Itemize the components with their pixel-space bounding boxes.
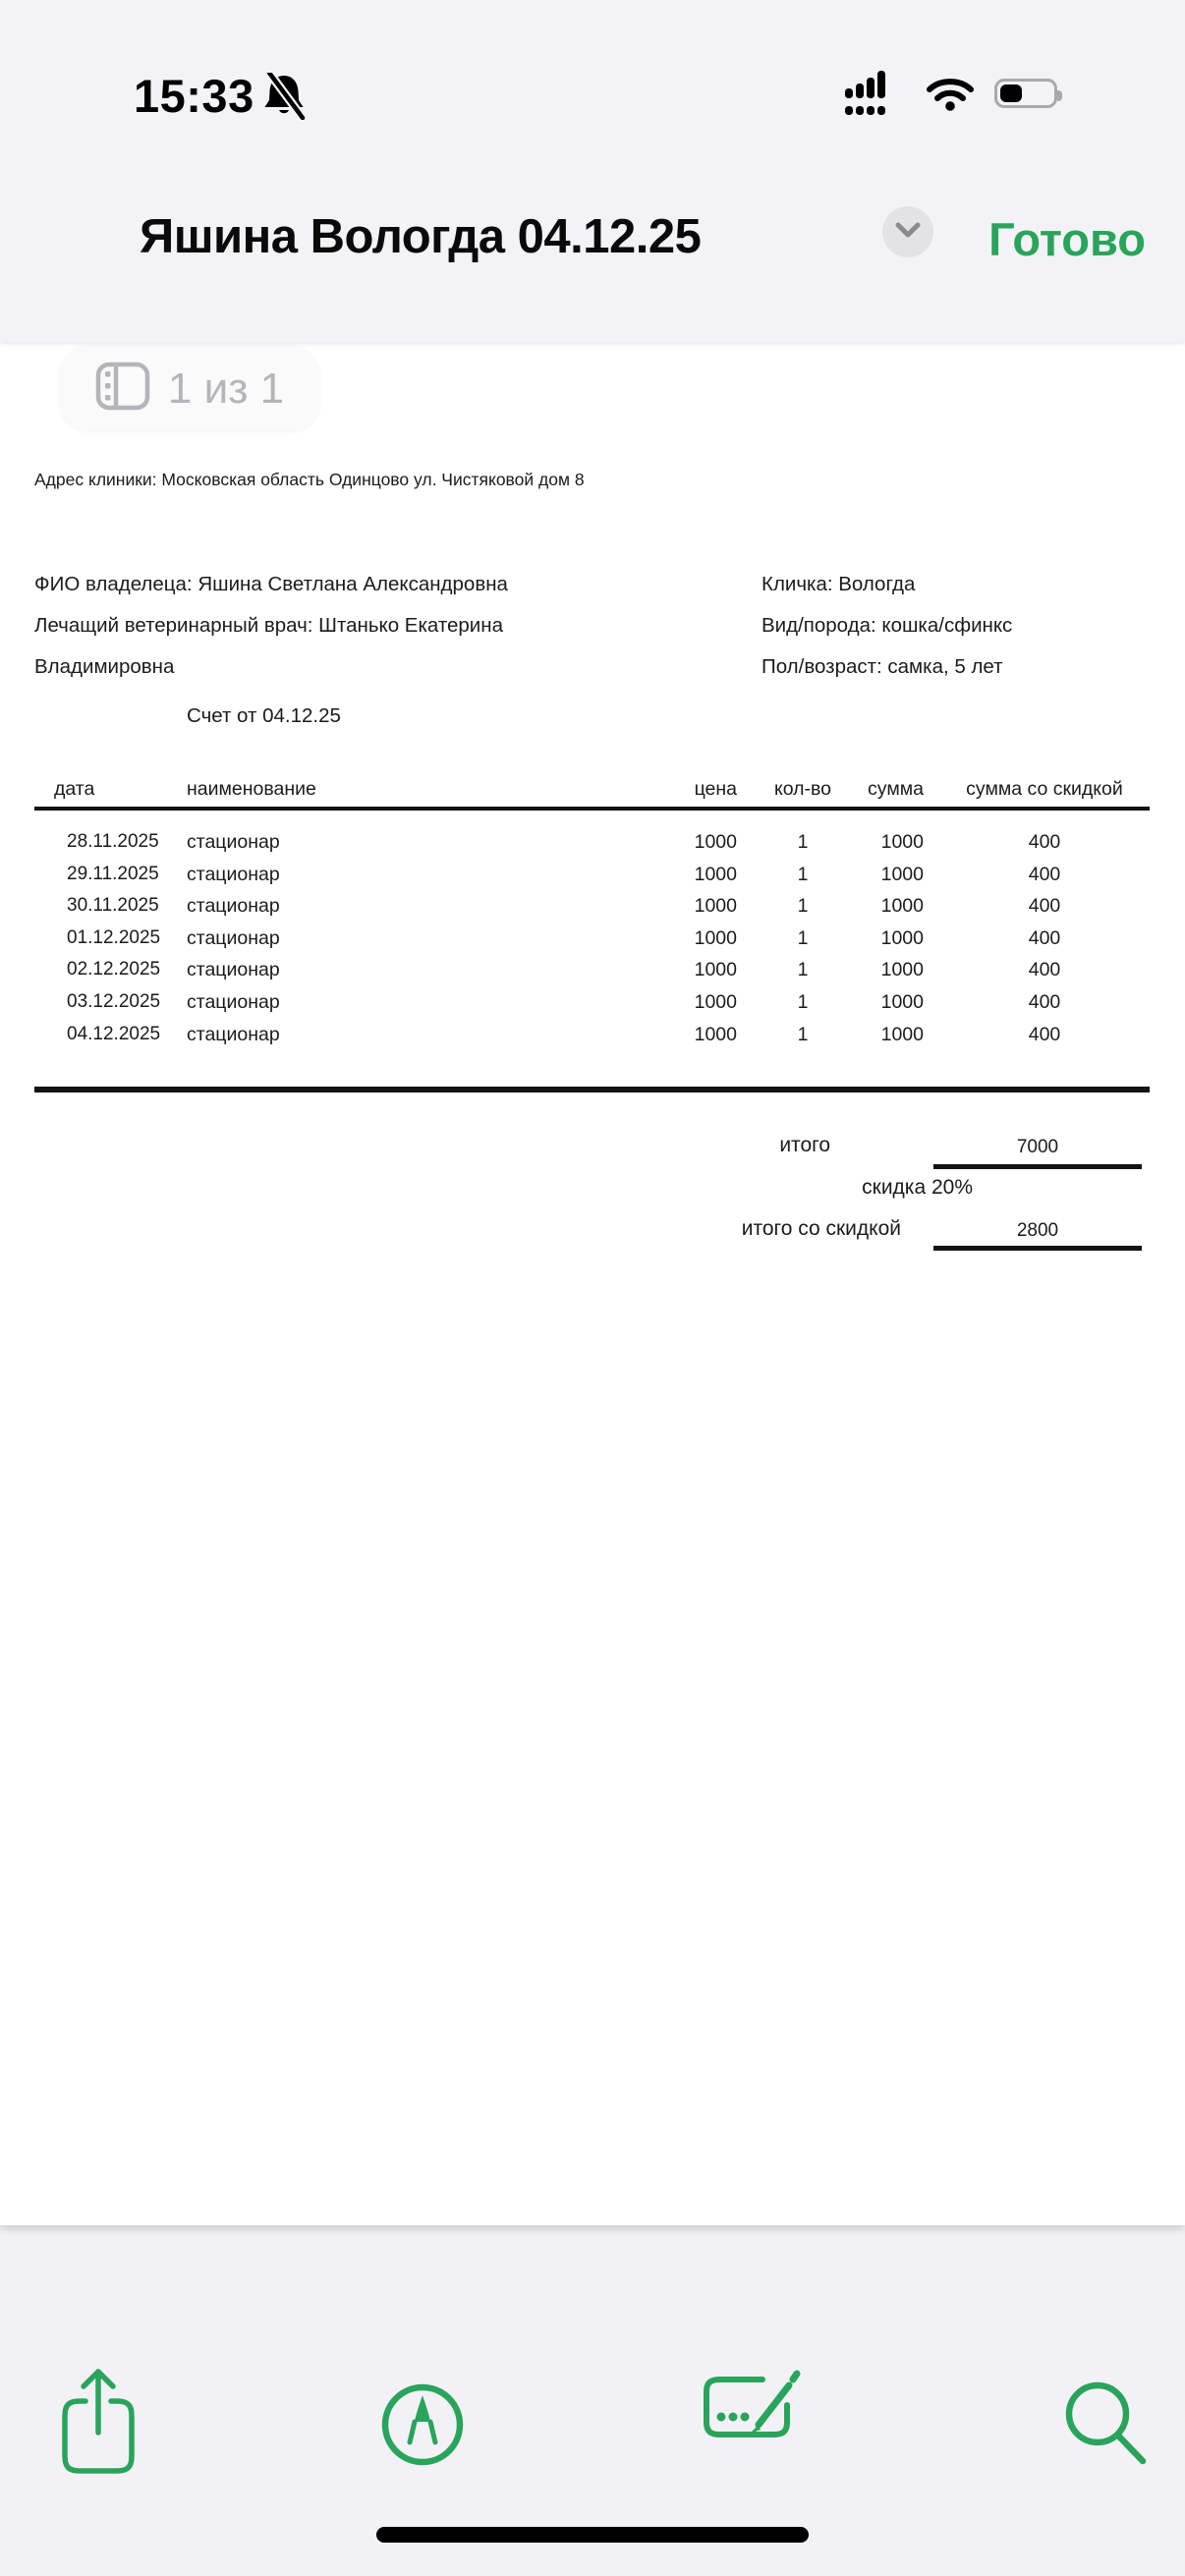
cell-sum: 1000 [880,926,924,949]
document-title: Яшина Вологда 04.12.25 [140,210,702,263]
battery-fill [1000,84,1022,102]
thumbnails-sidebar-icon [95,359,150,419]
cell-date: 30.11.2025 [67,895,159,917]
cell-sum: 1000 [880,863,924,885]
table-row [0,831,1185,864]
cell-name: стационар [187,863,280,885]
cell-date: 01.12.2025 [67,926,161,948]
page-indicator-label: 1 из 1 [167,364,285,413]
battery-nub [1057,90,1062,101]
cell-qty: 1 [797,990,809,1013]
battery-icon [994,79,1057,108]
cell-qty: 1 [797,831,809,853]
cell-date: 03.12.2025 [67,990,161,1012]
markup-icon [375,2460,470,2475]
cell-date: 04.12.2025 [67,1023,161,1044]
table-row [0,1024,1185,1056]
table-row [0,991,1185,1024]
header-discounted-sum: сумма со скидкой [966,778,1123,800]
title-menu-button[interactable] [882,206,933,257]
cell-qty: 1 [797,959,809,981]
table-bottom-rule [34,1087,1150,1092]
wifi-icon [926,77,975,117]
discounted-total-value: 2800 [1016,1220,1059,1241]
bell-slash-icon [261,73,307,125]
header-price: цена [694,778,737,800]
cellular-signal-icon [845,71,896,121]
table-header-rule [34,807,1150,811]
cell-date: 02.12.2025 [67,959,161,980]
discounted-total-underline [933,1246,1142,1251]
invoice-title: Счет от 04.12.25 [187,704,341,727]
share-icon [53,2462,143,2477]
cell-name: стационар [187,959,280,981]
cell-discounted: 400 [1028,831,1061,853]
chrome-header [0,0,1185,342]
cell-name: стационар [187,895,280,918]
header-name: наименование [187,778,316,800]
cell-sum: 1000 [880,959,924,981]
table-header-row [0,778,1185,806]
cell-qty: 1 [797,1023,809,1045]
cell-discounted: 400 [1028,926,1061,949]
cell-price: 1000 [694,959,737,981]
cell-sum: 1000 [880,990,924,1013]
pet-info-block [762,564,1012,688]
cell-name: стационар [187,1023,280,1045]
chevron-down-icon [882,204,933,260]
pet-breed: Вид/порода: кошка/сфинкс [762,614,1013,637]
cell-price: 1000 [694,1023,737,1045]
signature-icon [702,2431,804,2445]
discount-label: скидка 20% [862,1176,973,1199]
table-row [0,927,1185,960]
cell-discounted: 400 [1028,895,1061,918]
done-button[interactable]: Готово [988,213,1146,265]
total-value: 7000 [1016,1137,1059,1157]
owner-name: ФИО владелеца: Яшина Светлана Александровна [34,573,508,595]
discounted-total-label: итого со скидкой [741,1217,901,1240]
markup-button[interactable] [375,2378,470,2475]
cell-discounted: 400 [1028,863,1061,885]
table-row [0,895,1185,927]
cell-discounted: 400 [1028,990,1061,1013]
status-time: 15:33 [134,70,254,122]
cell-price: 1000 [694,863,737,885]
invoice-table-rows [0,831,1185,1055]
pet-name: Кличка: Вологда [762,573,916,595]
header-sum: сумма [868,778,924,800]
cell-sum: 1000 [880,895,924,918]
cell-date: 29.11.2025 [67,863,159,884]
table-row [0,959,1185,991]
clinic-address: Адрес клиники: Московская область Одинцово ул. Чистяковой дом 8 [34,470,585,489]
owner-doctor-block [34,564,634,688]
cell-price: 1000 [694,895,737,918]
cell-name: стационар [187,831,280,853]
share-button[interactable] [53,2364,143,2477]
search-button[interactable] [1061,2378,1150,2469]
table-row [0,864,1185,896]
page-indicator[interactable] [60,347,319,430]
cell-sum: 1000 [880,831,924,853]
cell-name: стационар [187,926,280,949]
pdf-page [0,342,1185,2225]
cell-price: 1000 [694,831,737,853]
total-underline [933,1164,1142,1169]
cell-qty: 1 [797,895,809,918]
signature-button[interactable] [702,2366,804,2445]
total-label: итого [779,1134,830,1156]
header-date: дата [54,778,95,800]
pet-sex-age: Пол/возраст: самка, 5 лет [762,655,1003,678]
doctor-name: Лечащий ветеринарный врач: Штанько Екатерина Владимировна [34,614,503,678]
cell-sum: 1000 [880,1023,924,1045]
cell-discounted: 400 [1028,959,1061,981]
cell-name: стационар [187,990,280,1013]
search-icon [1061,2454,1150,2469]
cell-price: 1000 [694,990,737,1013]
home-indicator[interactable] [376,2527,809,2543]
cell-qty: 1 [797,863,809,885]
cell-discounted: 400 [1028,1023,1061,1045]
cell-price: 1000 [694,926,737,949]
cell-date: 28.11.2025 [67,831,159,852]
cell-qty: 1 [797,926,809,949]
header-qty: кол-во [773,778,832,800]
